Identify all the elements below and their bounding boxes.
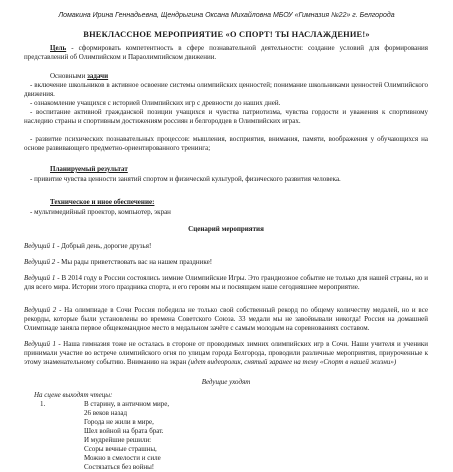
task-item: - воспитание активной гражданской позиции учащихся и чувства патриотизма, чувства гордости и уважения к спортивному наследию страны и спортивным достижениям россиян и белгородцев в Олимпийских играх.	[24, 108, 428, 125]
goal-label: Цель	[50, 44, 67, 52]
result-label: Планируемый результат	[50, 165, 128, 173]
task-item: - включение школьников в активное освоение системы олимпийских ценностей; понимание школьниками ценностей Олимпийского движения.	[24, 81, 428, 98]
poem-line: Ссоры вечные страшны,	[84, 445, 157, 453]
scenario-title: Сценарий мероприятия	[188, 225, 264, 233]
poem-line: И мудрейшие решили:	[84, 436, 152, 444]
poem-number: 1.	[40, 400, 46, 408]
tasks-label: задачи	[87, 72, 109, 80]
result-text: - привитие чувства ценности занятий спортом и физической культурой, физического развития человека.	[30, 175, 341, 183]
scenario-line: Ведущий 1 - Наша гимназия тоже не осталась в стороне от проводимых зимних олимпийских игр в Сочи. Наши учителя и ученики принимали участие во встрече олимпийского огня по улицам города Белгорода, проводили различные мероприятия, приуроченные к этому знаменательному событию. Вниманию на экран (идет видеоролик, снятый заранее на тему «Спорт в нашей жизни»)	[24, 340, 428, 366]
poem-lines	[84, 400, 169, 472]
author-header: Ломакина Ирина Геннадьевна, Щендрыгина Оксана Михайловна МБОУ «Гимназия №22» г. Белгорода	[58, 12, 395, 19]
poem-line: Можно в смелости и силе	[84, 454, 161, 462]
task-item: - развитие психических познавательных процессов: мышления, восприятия, внимания, памяти, воображения у обучающихся на основе развивающего предметно-ориентированного тренинга;	[24, 135, 428, 152]
scenario-line: Ведущий 2 - Мы рады приветствовать вас на нашем празднике!	[24, 258, 213, 266]
poem-line: 26 веков назад	[84, 409, 128, 417]
poem-line: Города не жили в мире,	[84, 418, 154, 426]
scenario-line: Ведущий 1 - Добрый день, дорогие друзья!	[24, 242, 152, 250]
equipment-label: Техническое и иное обеспечение:	[50, 198, 155, 206]
poem-line: В старину, в античном мире,	[84, 400, 170, 408]
task-item: - ознакомление учащихся с историей Олимпийских игр с древности до наших дней.	[30, 99, 281, 107]
tasks-heading: Основными задачи	[50, 72, 109, 80]
page-title: ВНЕКЛАССНОЕ МЕРОПРИЯТИЕ «О СПОРТ! ТЫ НАСЛАЖДЕНИЕ!»	[83, 30, 370, 39]
goal-text: - сформировать компетентность в сфере познавательной деятельности: создание условий для формирования представлений об Олимпийском и Параолимпийском движении.	[24, 44, 428, 61]
exit-note: Ведущие уходят	[201, 378, 251, 386]
scenario-line: Ведущий 1 - В 2014 году в России состоялись зимние Олимпийские Игры. Это грандиозное событие не только для нашей страны, но и для всего мира. Истории этого праздника спорта, и его героям мы и посвящаем наше сегодняшнее мероприятие.	[24, 274, 428, 291]
poem-line: Шел войной на брата брат.	[84, 427, 164, 435]
stage-note: На сцене выходят чтецы:	[34, 391, 113, 399]
scenario-line: Ведущий 2 - На олимпиаде в Сочи Россия победила не только свой собственный рекорд по общему количеству медалей, но и все рекорды, которые были установлены во времена Советского Союза. 33 медали мы не завоёвывали никогда! Россия на домашней Олимпиаде заняла первое общекомандное место в медальном зачёте с самым молодым на соревнованиях составом.	[24, 306, 428, 332]
poem-line: Состязаться без войны!	[84, 463, 155, 471]
goal-paragraph	[24, 44, 428, 62]
equipment-text: - мультимедийный проектор, компьютер, экран	[30, 208, 171, 216]
